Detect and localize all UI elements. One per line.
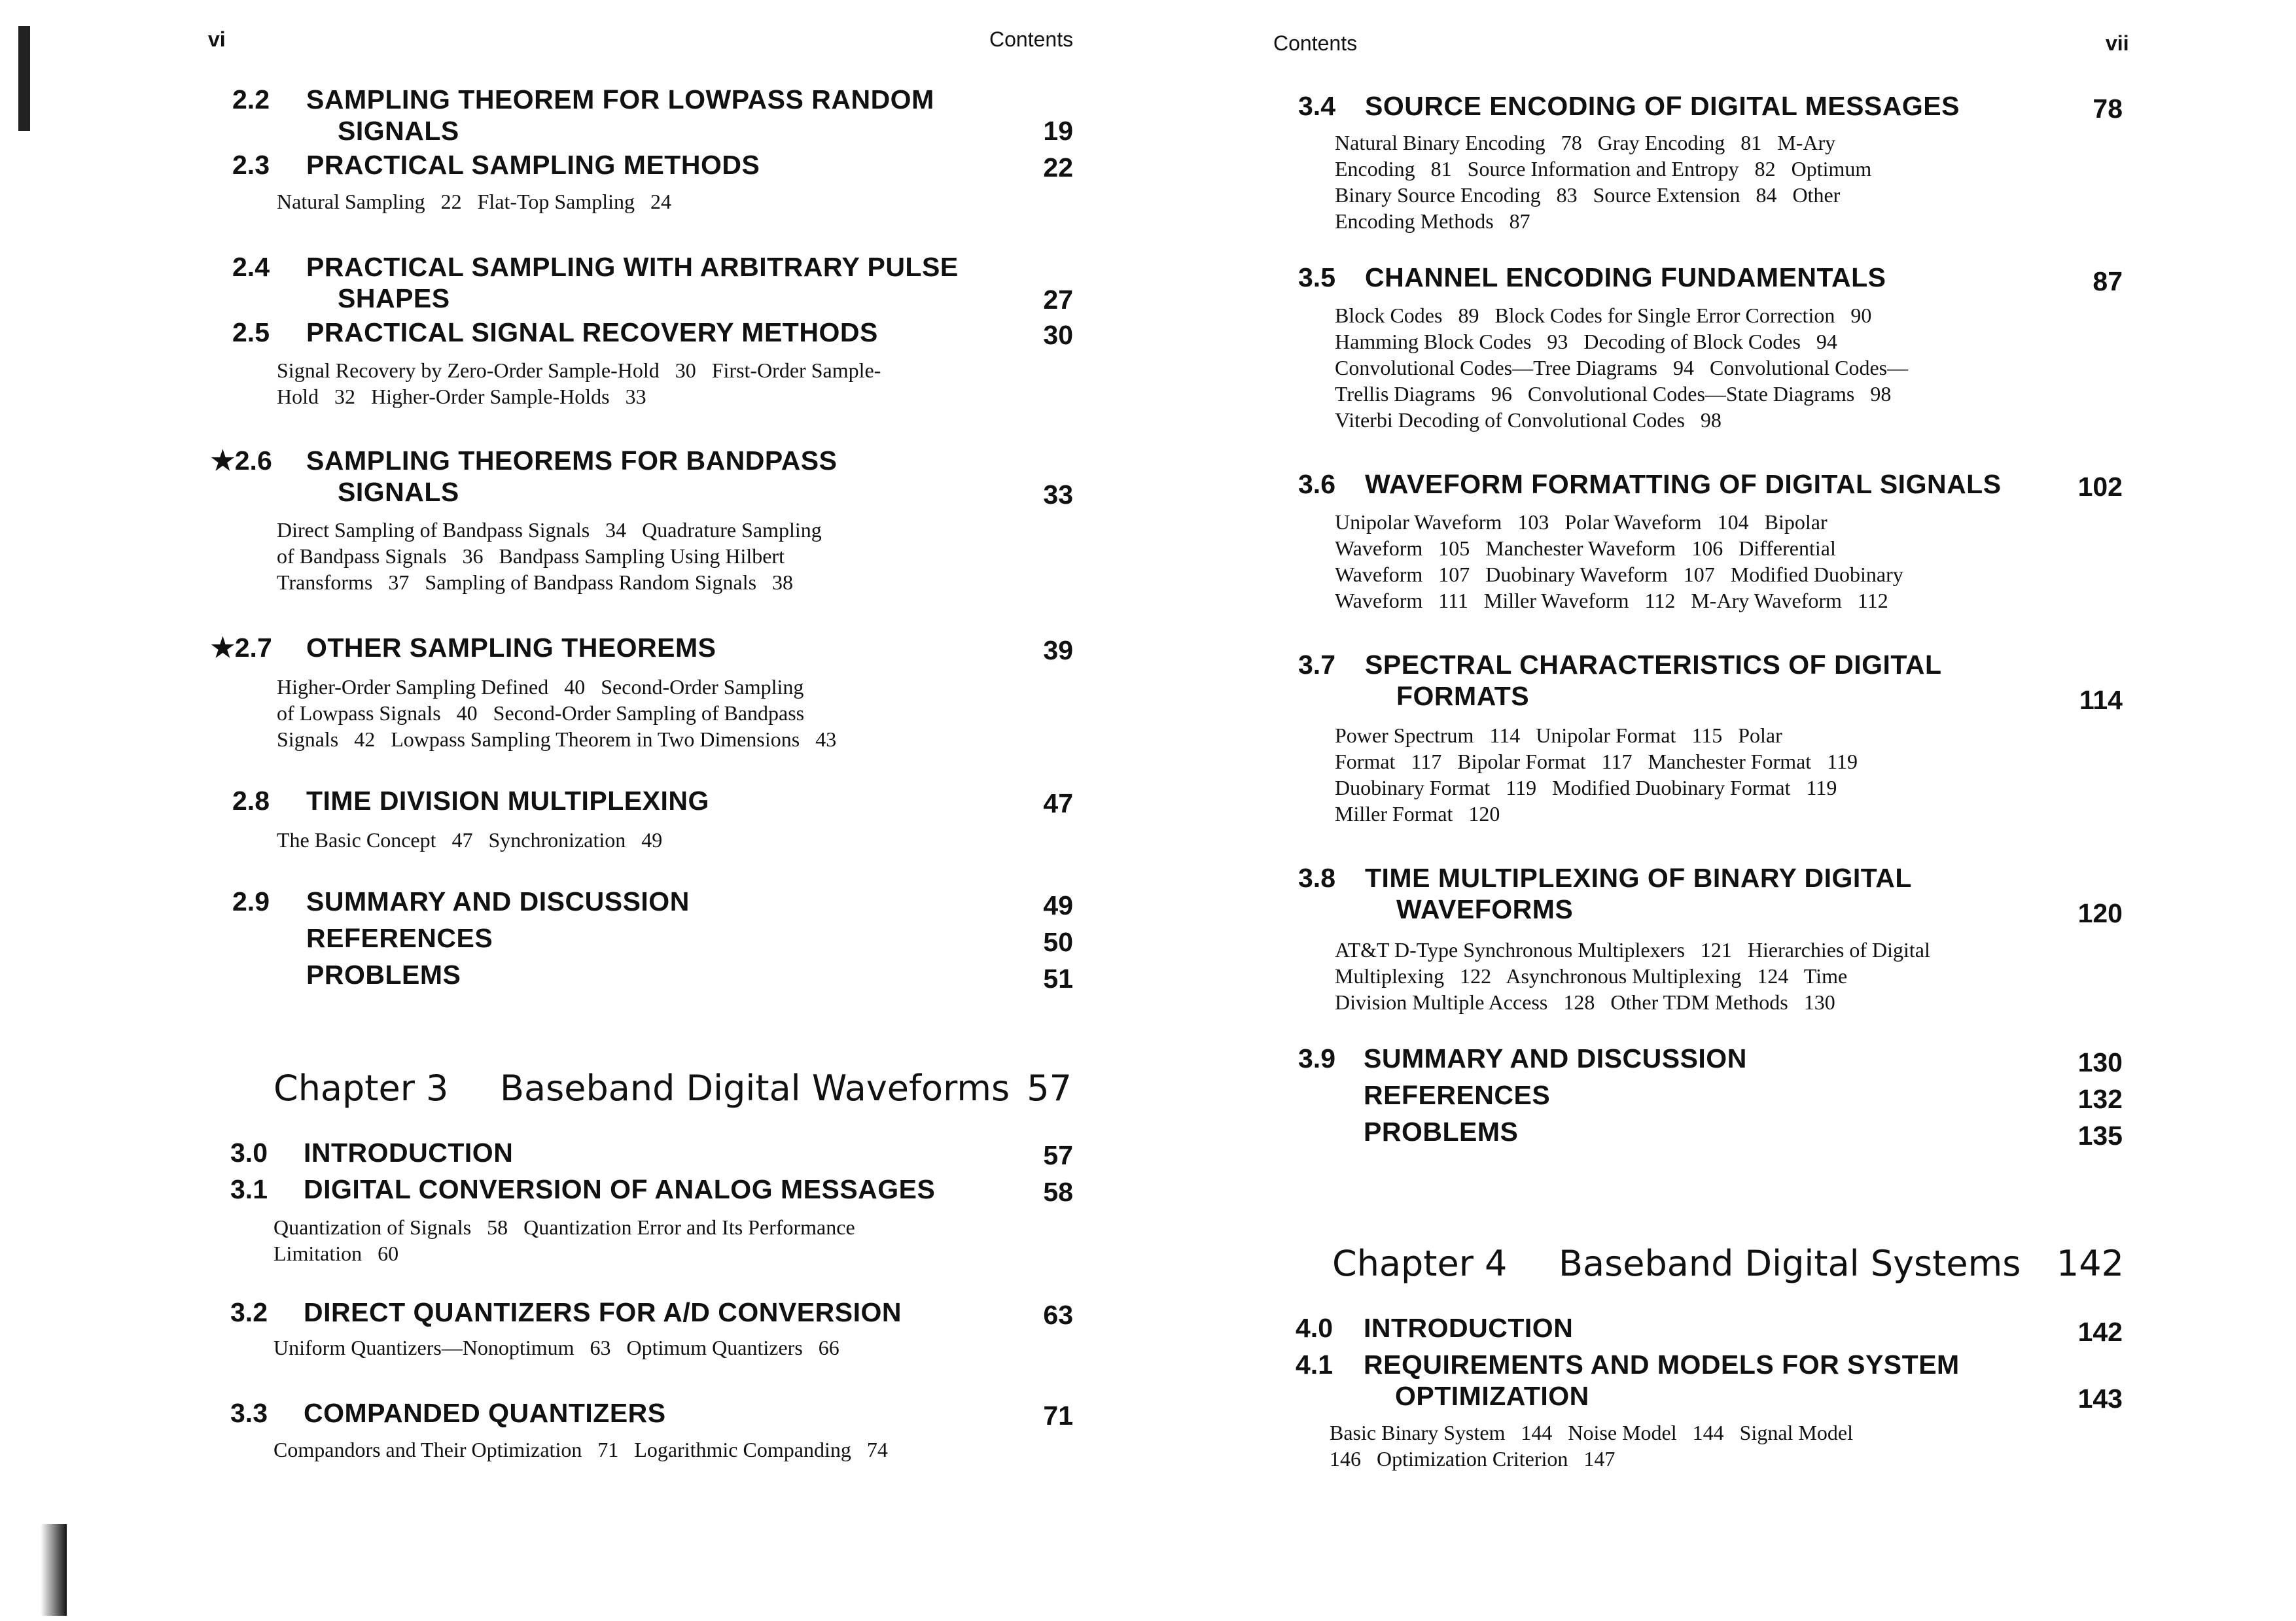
running-head: Contents (989, 27, 1074, 51)
chapter-page-number: 57 (1027, 1068, 1072, 1109)
section-number: 2.8 (232, 786, 270, 816)
subtopic-line: Waveform 111 Miller Waveform 112 M-Ary Waveform 112 (1335, 589, 1888, 612)
section-title: SUMMARY AND DISCUSSION (306, 886, 690, 916)
binding-shadow (18, 26, 30, 131)
section-number: 3.2 (230, 1297, 268, 1327)
section-number: 2.3 (232, 150, 270, 180)
subtopic-line: Encoding Methods 87 (1335, 209, 1530, 233)
page-number: 142 (2077, 1317, 2123, 1347)
page-number: 47 (1043, 788, 1073, 818)
page-number: 87 (2093, 266, 2123, 296)
section-number: 4.0 (1296, 1313, 1333, 1343)
subtopic-line: Waveform 105 Manchester Waveform 106 Differential (1335, 536, 1836, 560)
subtopic-line: of Lowpass Signals 40 Second-Order Sampling of Bandpass (277, 701, 805, 725)
section-number: 3.0 (230, 1138, 268, 1168)
section-number: 3.9 (1298, 1043, 1335, 1073)
subtopic-line: Binary Source Encoding 83 Source Extension 84 Other (1335, 183, 1841, 207)
subtopic-line: Limitation 60 (274, 1242, 399, 1265)
page-number: 130 (2077, 1047, 2123, 1077)
section-number: 3.8 (1298, 863, 1335, 893)
page-number: 51 (1043, 964, 1073, 994)
page-number: 120 (2077, 898, 2123, 928)
subtopic-line: Transforms 37 Sampling of Bandpass Random Signals 38 (277, 570, 794, 594)
subtopic-line: Signal Recovery by Zero-Order Sample-Hold 30 First-Order Sample- (277, 358, 881, 382)
subtopic-line: Natural Binary Encoding 78 Gray Encoding 81 M-Ary (1335, 131, 1836, 154)
subtopic-line: Trellis Diagrams 96 Convolutional Codes—State Diagrams 98 (1335, 382, 1892, 406)
page-number: 30 (1043, 320, 1073, 350)
section-title: CHANNEL ENCODING FUNDAMENTALS (1365, 262, 1886, 292)
section-title: SOURCE ENCODING OF DIGITAL MESSAGES (1365, 91, 1960, 121)
folio: vii (2106, 31, 2129, 55)
section-title: INTRODUCTION (1364, 1313, 1574, 1343)
right-page (1148, 0, 2296, 1621)
subtopic-line: of Bandpass Signals 36 Bandpass Sampling Using Hilbert (277, 544, 785, 568)
binding-shadow (41, 1524, 67, 1616)
page-number: 33 (1043, 479, 1073, 510)
subtopic-line: Unipolar Waveform 103 Polar Waveform 104 Bipolar (1335, 510, 1828, 534)
subtopic-line: The Basic Concept 47 Synchronization 49 (277, 828, 663, 852)
section-number: 3.1 (230, 1174, 268, 1204)
page-number: 19 (1043, 116, 1073, 146)
page-number: 50 (1043, 927, 1073, 957)
subtopic-line: Duobinary Format 119 Modified Duobinary Format 119 (1335, 776, 1837, 799)
section-title: DIGITAL CONVERSION OF ANALOG MESSAGES (304, 1174, 936, 1204)
subtopic-line: Natural Sampling 22 Flat-Top Sampling 24 (277, 190, 672, 213)
section-number: 4.1 (1296, 1350, 1333, 1380)
page-number: 22 (1043, 152, 1073, 183)
subtopic-line: 146 Optimization Criterion 147 (1330, 1447, 1616, 1471)
chapter-label: Chapter 4 (1332, 1243, 1508, 1284)
subtopic-line: Higher-Order Sampling Defined 40 Second-Order Sampling (277, 675, 804, 699)
section-number: ★2.6 (211, 445, 272, 476)
page-number: 57 (1043, 1140, 1073, 1170)
subtopic-line: Format 117 Bipolar Format 117 Manchester Format 119 (1335, 750, 1858, 773)
subtopic-line: Uniform Quantizers—Nonoptimum 63 Optimum Quantizers 66 (274, 1336, 839, 1359)
subtopic-line: Direct Sampling of Bandpass Signals 34 Quadrature Sampling (277, 518, 822, 542)
section-number: 2.2 (232, 84, 270, 114)
page-number: 102 (2077, 472, 2123, 502)
subtopic-line: Multiplexing 122 Asynchronous Multiplexing 124 Time (1335, 964, 1848, 988)
subtopic-line: Compandors and Their Optimization 71 Logarithmic Companding 74 (274, 1438, 888, 1461)
page-number: 71 (1043, 1401, 1073, 1431)
page-number: 114 (2079, 685, 2123, 715)
section-number: 3.4 (1298, 91, 1335, 121)
section-title: SAMPLING THEOREM FOR LOWPASS RANDOM SIGNALS (306, 84, 934, 146)
subtopic-line: Division Multiple Access 128 Other TDM Methods 130 (1335, 990, 1835, 1014)
subtopic-line: Encoding 81 Source Information and Entropy 82 Optimum (1335, 157, 1872, 181)
running-head: Contents (1273, 31, 1358, 55)
section-number: 3.7 (1298, 650, 1335, 680)
chapter-page-number: 142 (2056, 1243, 2124, 1284)
chapter-title: Baseband Digital Waveforms (500, 1068, 1010, 1109)
subtopic-line: Block Codes 89 Block Codes for Single Error Correction 90 (1335, 304, 1872, 327)
page-number: 39 (1043, 635, 1073, 665)
page-number: 135 (2077, 1121, 2123, 1151)
folio: vi (208, 27, 226, 51)
section-title: INTRODUCTION (304, 1138, 514, 1168)
section-title: COMPANDED QUANTIZERS (304, 1398, 666, 1428)
section-title: PRACTICAL SAMPLING METHODS (306, 150, 760, 180)
subtopic-line: Quantization of Signals 58 Quantization Error and Its Performance (274, 1215, 855, 1239)
section-title: TIME MULTIPLEXING OF BINARY DIGITAL WAVEFORMS (1365, 863, 1912, 924)
section-title: PRACTICAL SIGNAL RECOVERY METHODS (306, 317, 878, 347)
section-title: SAMPLING THEOREMS FOR BANDPASS SIGNALS (306, 445, 838, 507)
subtopic-line: Signals 42 Lowpass Sampling Theorem in Two Dimensions 43 (277, 727, 837, 751)
subtopic-line: Basic Binary System 144 Noise Model 144 Signal Model (1330, 1421, 1853, 1444)
chapter-title: Baseband Digital Systems (1559, 1243, 2021, 1284)
page-number: 58 (1043, 1177, 1073, 1207)
section-number: 3.6 (1298, 469, 1335, 499)
section-number: ★2.7 (211, 633, 272, 663)
page-number: 132 (2077, 1084, 2123, 1114)
subtopic-line: Waveform 107 Duobinary Waveform 107 Modified Duobinary (1335, 563, 1903, 586)
subtopic-line: Miller Format 120 (1335, 802, 1500, 826)
subtopic-line: AT&T D-Type Synchronous Multiplexers 121 Hierarchies of Digital (1335, 938, 1930, 962)
page-number: 63 (1043, 1300, 1073, 1330)
subtopic-line: Hamming Block Codes 93 Decoding of Block Codes 94 (1335, 330, 1837, 353)
section-title: SPECTRAL CHARACTERISTICS OF DIGITAL FORMATS (1365, 650, 1942, 711)
page-number: 143 (2077, 1384, 2123, 1414)
section-title: PROBLEMS (1364, 1117, 1519, 1147)
subtopic-line: Convolutional Codes—Tree Diagrams 94 Convolutional Codes— (1335, 356, 1909, 379)
page-number: 27 (1043, 285, 1073, 315)
section-title: OTHER SAMPLING THEOREMS (306, 633, 716, 663)
section-number: 3.3 (230, 1398, 268, 1428)
section-title: WAVEFORM FORMATTING OF DIGITAL SIGNALS (1365, 469, 2002, 499)
section-number: 2.9 (232, 886, 270, 916)
subtopic-line: Power Spectrum 114 Unipolar Format 115 Polar (1335, 723, 1782, 747)
section-title: PRACTICAL SAMPLING WITH ARBITRARY PULSE SHAPES (306, 252, 959, 313)
section-number: 2.5 (232, 317, 270, 347)
section-title: SUMMARY AND DISCUSSION (1364, 1043, 1747, 1073)
section-title: REQUIREMENTS AND MODELS FOR SYSTEM OPTIMIZATION (1364, 1350, 1960, 1411)
section-title: DIRECT QUANTIZERS FOR A/D CONVERSION (304, 1297, 902, 1327)
subtopic-line: Viterbi Decoding of Convolutional Codes 98 (1335, 408, 1722, 432)
subtopic-line: Hold 32 Higher-Order Sample-Holds 33 (277, 385, 646, 408)
section-title: REFERENCES (1364, 1080, 1551, 1110)
section-number: 2.4 (232, 252, 270, 282)
section-title: REFERENCES (306, 923, 493, 953)
page-number: 49 (1043, 890, 1073, 920)
section-title: TIME DIVISION MULTIPLEXING (306, 786, 709, 816)
page-number: 78 (2093, 94, 2123, 124)
chapter-label: Chapter 3 (274, 1068, 449, 1109)
section-title: PROBLEMS (306, 960, 461, 990)
section-number: 3.5 (1298, 262, 1335, 292)
